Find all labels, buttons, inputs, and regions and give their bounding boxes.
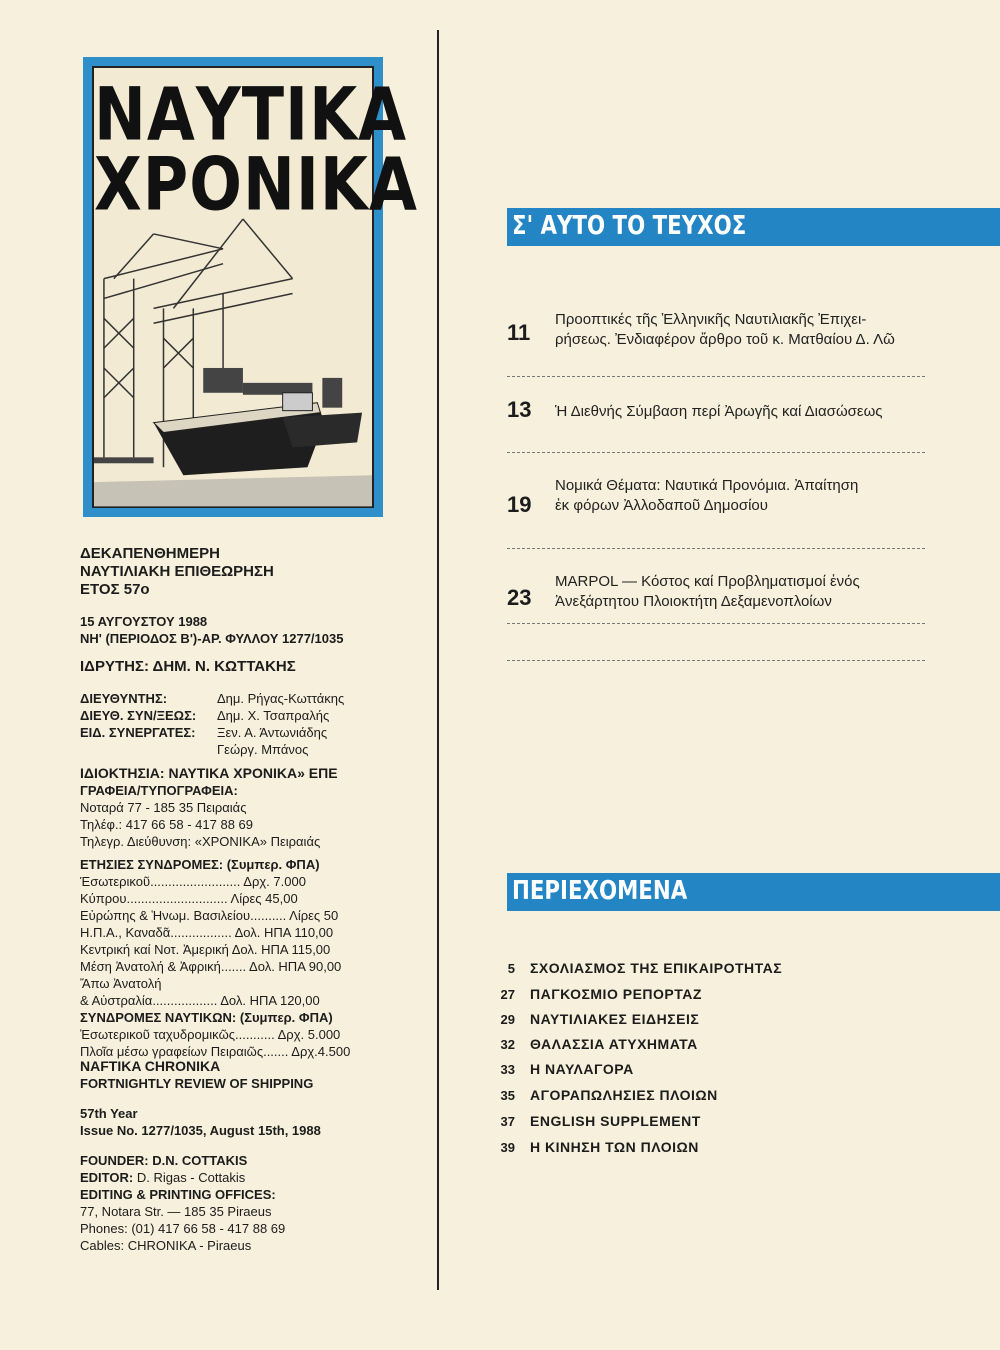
english-credits xyxy=(80,1152,285,1254)
subscription-row: Εὐρώπης & Ἡνωμ. Βασιλείου.......... Λίρες 50 xyxy=(80,908,339,923)
founder-greek: ΙΔΡΥΤΗΣ: ΔΗΜ. Ν. ΚΩΤΤΑΚΗΣ xyxy=(80,658,296,675)
subscriptions-heading: ΕΤΗΣΙΕΣ ΣΥΝΔΡΟΜΕΣ: (Συμπερ. ΦΠΑ) xyxy=(80,857,320,872)
magazine-cover xyxy=(83,57,418,517)
english-phones: Phones: (01) 417 66 58 - 417 88 69 xyxy=(80,1221,286,1236)
seamen-row: Ἐσωτερικοῦ ταχυδρομικῶς........... Δρχ. 5.000 xyxy=(80,1027,341,1042)
editor-name: Δημ. Χ. Τσαπραλής xyxy=(217,708,330,723)
article-line: ρήσεως. Ἐνδιαφέρον ἄρθρο τοῦ κ. Ματθαίου Δ. Λῶ xyxy=(555,331,895,348)
contents-item[interactable]: ΝΑΥΤΙΛΙΑΚΕΣ ΕΙΔΗΣΕΙΣ xyxy=(530,1011,700,1027)
phone: Τηλέφ.: 417 66 58 - 417 88 69 xyxy=(80,817,253,832)
english-title-block xyxy=(80,1058,313,1092)
offices-label: ΓΡΑΦΕΙΑ/ΤΥΠΟΓΡΑΦΕΙΑ: xyxy=(80,783,238,798)
publication-year: ΕΤΟΣ 57ο xyxy=(80,581,150,598)
cover-inner xyxy=(92,66,418,508)
ownership-block xyxy=(80,765,338,850)
publication-info xyxy=(80,545,274,599)
masthead-line-2: ΧΡΟΝΙΚΑ xyxy=(94,140,418,228)
article-line: MARPOL — Κόστος καί Προβληματισμοί ἑνός xyxy=(555,573,860,590)
telegraph: Τηλεγρ. Διεύθυνση: «ΧΡΟΝΙΚΑ» Πειραιάς xyxy=(80,834,321,849)
contents-page-number: 39 xyxy=(500,1140,515,1155)
article-line: Ἀνεξάρτητου Πλοιοκτήτη Δεξαμενοπλοίων xyxy=(555,593,832,610)
article-line: ἐκ φόρων Ἀλλοδαποῦ Δημοσίου xyxy=(555,497,768,514)
owner: ΙΔΙΟΚΤΗΣΙΑ: ΝΑΥΤΙΚΑ ΧΡΟΝΙΚΑ» ΕΠΕ xyxy=(80,765,338,781)
separator-line xyxy=(507,376,925,377)
separator-line xyxy=(507,623,925,624)
seamen-row: Πλοῖα μέσω γραφείων Πειραιῶς....... Δρχ.4.500 xyxy=(80,1044,351,1059)
contents-item[interactable]: ΣΧΟΛΙΑΣΜΟΣ ΤΗΣ ΕΠΙΚΑΙΡΟΤΗΤΑΣ xyxy=(530,960,783,976)
article-page-number: 11 xyxy=(507,320,531,345)
contents-page-number: 32 xyxy=(500,1037,515,1052)
subscription-row: Η.Π.Α., Καναδᾶ................. Δολ. ΗΠΑ 110,00 xyxy=(80,925,334,940)
issue-date: 15 ΑΥΓΟΥΣΤΟΥ 1988 xyxy=(80,614,208,629)
contents-page-number: 29 xyxy=(500,1012,515,1027)
director-label: ΔΙΕΥΘΥΝΤΗΣ: xyxy=(80,691,168,706)
contents-item[interactable]: ΘΑΛΑΣΣΙΑ ΑΤΥΧΗΜΑΤΑ xyxy=(530,1036,698,1052)
article-entry[interactable] xyxy=(555,310,935,350)
english-subtitle: FORTNIGHTLY REVIEW OF SHIPPING xyxy=(80,1076,314,1091)
article-page-number: 23 xyxy=(507,585,532,610)
subscriptions-block xyxy=(80,856,400,1060)
staff-block xyxy=(80,690,344,758)
contents-item[interactable]: Η ΚΙΝΗΣΗ ΤΩΝ ΠΛΟΙΩΝ xyxy=(530,1139,699,1155)
contributor-2: Γεώργ. Μπάνος xyxy=(217,742,309,757)
article-line: Ἡ Διεθνής Σύμβαση περί Ἀρωγῆς καί Διασώσεως xyxy=(555,403,883,420)
contents-heading: ΠΕΡΙΕΧΟΜΕΝΑ xyxy=(512,876,688,906)
publication-type-2: ΝΑΥΤΙΛΙΑΚΗ ΕΠΙΘΕΩΡΗΣΗ xyxy=(80,563,274,580)
subscription-row: Ἄπω Ἀνατολή xyxy=(80,976,162,991)
subscription-row: Κύπρου............................ Λίρες 45,00 xyxy=(80,891,298,906)
in-this-issue-bar xyxy=(507,208,1000,246)
contents-page-number: 33 xyxy=(500,1062,515,1077)
director-name: Δημ. Ρήγας-Κωττάκης xyxy=(217,691,345,706)
english-address: 77, Notara Str. — 185 35 Piraeus xyxy=(80,1204,272,1219)
contents-item[interactable]: ΑΓΟΡΑΠΩΛΗΣΙΕΣ ΠΛΟΙΩΝ xyxy=(530,1087,718,1103)
editor-label: ΔΙΕΥΘ. ΣΥΝ/ΞΕΩΣ: xyxy=(80,708,197,723)
subscription-row: & Αὐστραλία.................. Δολ. ΗΠΑ 120,00 xyxy=(80,993,320,1008)
contents-item[interactable]: ENGLISH SUPPLEMENT xyxy=(530,1113,701,1129)
seamen-heading: ΣΥΝΔΡΟΜΕΣ ΝΑΥΤΙΚΩΝ: (Συμπερ. ΦΠΑ) xyxy=(80,1010,333,1025)
contents-item[interactable]: Η ΝΑΥΛΑΓΟΡΑ xyxy=(530,1061,634,1077)
column-divider xyxy=(437,30,439,1290)
masthead-line-1: ΝΑΥΤΙΚΑ xyxy=(94,70,408,158)
english-year: 57th Year xyxy=(80,1106,138,1121)
english-editor-label: EDITOR: xyxy=(80,1170,134,1185)
subscription-row: Κεντρική καί Νοτ. Ἀμερική Δολ. ΗΠΑ 115,00 xyxy=(80,942,331,957)
english-offices: EDITING & PRINTING OFFICES: xyxy=(80,1187,276,1202)
contents-page-number: 5 xyxy=(507,961,515,976)
subscription-row: Έσωτερικοῦ......................... Δρχ. 7.000 xyxy=(80,874,306,889)
english-editor: D. Rigas - Cottakis xyxy=(136,1170,246,1185)
english-cables: Cables: CHRONIKA - Piraeus xyxy=(80,1238,252,1253)
contributor-1: Ξεν. Α. Άντωνιάδης xyxy=(217,725,328,740)
english-title: NAFTIKA CHRONIKA xyxy=(80,1058,221,1074)
article-entry[interactable] xyxy=(555,476,935,516)
english-issue: Issue No. 1277/1035, August 15th, 1988 xyxy=(80,1123,321,1138)
article-page-number: 19 xyxy=(507,492,532,517)
separator-line xyxy=(507,660,925,661)
english-issue-block xyxy=(80,1105,321,1139)
contents-page-number: 27 xyxy=(500,987,515,1002)
article-line: Νομικά Θέματα: Ναυτικά Προνόμια. Ἀπαίτηση xyxy=(555,477,859,494)
address: Νοταρά 77 - 185 35 Πειραιάς xyxy=(80,800,247,815)
contents-item[interactable]: ΠΑΓΚΟΣΜΙΟ ΡΕΠΟΡΤΑΖ xyxy=(530,986,702,1002)
separator-line xyxy=(507,548,925,549)
contents-page-number: 35 xyxy=(500,1088,515,1103)
subscription-row: Μέση Ἀνατολή & Ἀφρική....... Δολ. ΗΠΑ 90,00 xyxy=(80,959,342,974)
article-entry[interactable] xyxy=(555,402,935,422)
contents-bar xyxy=(507,873,1000,911)
article-line: Προοπτικές τῆς Ἑλληνικῆς Ναυτιλιακῆς Ἐπιχει- xyxy=(555,311,867,328)
publication-type-1: ΔΕΚΑΠΕΝΘΗΜΕΡΗ xyxy=(80,545,220,562)
separator-line xyxy=(507,452,925,453)
english-founder: FOUNDER: D.N. COTTAKIS xyxy=(80,1153,248,1168)
port-crane-ship-illustration xyxy=(94,218,372,508)
article-page-number: 13 xyxy=(507,397,532,422)
article-entry[interactable] xyxy=(555,572,935,612)
contributors-label: ΕΙΔ. ΣΥΝΕΡΓΑΤΕΣ: xyxy=(80,725,196,740)
issue-number: ΝΗ' (ΠΕΡΙΟΔΟΣ Β')-ΑΡ. ΦΥΛΛΟΥ 1277/1035 xyxy=(80,631,344,646)
in-this-issue-heading: Σ' ΑΥΤΟ ΤΟ ΤΕΥΧΟΣ xyxy=(512,211,747,241)
issue-info xyxy=(80,613,343,647)
contents-page-number: 37 xyxy=(500,1114,515,1129)
